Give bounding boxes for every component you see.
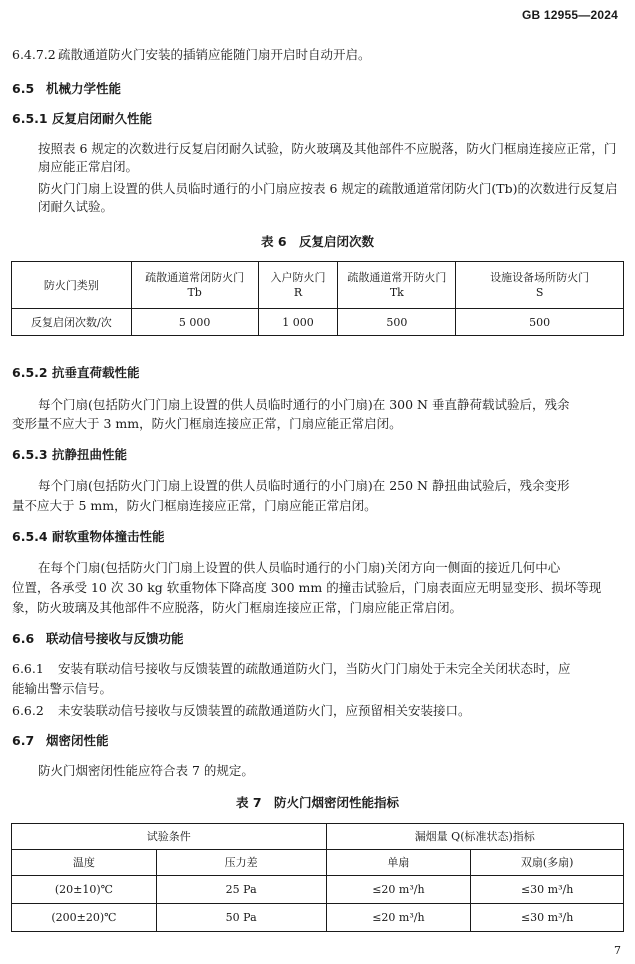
table-6-header-row	[12, 262, 624, 309]
paragraph-6-5-1-a: 按照表 6 规定的次数进行反复启闭耐久试验，防火玻璃及其他部件不应脱落，防火门框扇连接应正常，门扇应能正常启闭。	[38, 141, 617, 174]
header-cell: 单扇	[326, 850, 471, 876]
table-row	[12, 876, 624, 904]
paragraph-line: 变形量不应大于 3 mm，防火门框扇连接应正常，门扇应能正常启闭。	[12, 416, 402, 431]
heading-6-5-3	[12, 446, 623, 464]
paragraph-line: 象，防火玻璃及其他部件不应脱落，防火门框扇连接应正常，门扇应能正常启闭。	[12, 600, 463, 615]
heading-title: 机械力学性能	[46, 81, 122, 96]
table-7-header-row	[12, 850, 624, 876]
heading-6-7	[12, 732, 623, 750]
clause-6-4-7-2	[12, 46, 623, 64]
header-code: Tb	[187, 286, 202, 299]
header-cell: 温度	[12, 850, 157, 876]
paragraph-line: 防火门烟密闭性能应符合表 7 的规定。	[38, 763, 254, 778]
clause-6-6-1	[12, 660, 623, 678]
clause-number: 6.6.2	[12, 703, 44, 718]
header-code: Tk	[389, 286, 404, 299]
table-6-data-row	[12, 309, 624, 336]
clause-6-6-2	[12, 702, 623, 720]
heading-6-5-4	[12, 528, 623, 546]
table-cell: 1 000	[258, 309, 338, 336]
table-cell: ≤20 m³/h	[326, 904, 471, 932]
heading-number: 6.5.2	[12, 365, 48, 380]
page-number: 7	[614, 944, 621, 957]
clause-number: 6.4.7.2	[12, 47, 56, 62]
header-cell	[131, 262, 258, 309]
heading-6-5	[12, 80, 623, 98]
table-cell: 500	[456, 309, 624, 336]
heading-number: 6.5	[12, 81, 35, 96]
table-7-group-row	[12, 824, 624, 850]
table-cell: 500	[338, 309, 456, 336]
header-cell: 压力差	[156, 850, 326, 876]
clause-number: 6.6.1	[12, 661, 44, 676]
group-header: 漏烟量 Q(标准状态)指标	[326, 824, 624, 850]
header-cell	[258, 262, 338, 309]
heading-title: 反复启闭耐久性能	[52, 111, 153, 126]
clause-text: 疏散通道防火门安装的插销应能随门扇开启时自动开启。	[58, 47, 371, 62]
paragraph-line: 每个门扇(包括防火门门扇上设置的供人员临时通行的小门扇)在 250 N 静扭曲试验后，残余变形	[38, 478, 570, 493]
heading-number: 6.5.4	[12, 529, 48, 544]
heading-6-5-1	[12, 110, 623, 128]
table-cell: 25 Pa	[156, 876, 326, 904]
standard-code-header: GB 12955—2024	[522, 8, 618, 22]
table-cell: 5 000	[131, 309, 258, 336]
table-6	[11, 261, 624, 336]
header-code: R	[293, 286, 303, 299]
header-cell: 防火门类别	[12, 262, 132, 309]
heading-title: 联动信号接收与反馈功能	[46, 631, 184, 646]
header-cell	[338, 262, 456, 309]
table-cell: ≤30 m³/h	[471, 876, 624, 904]
heading-title: 抗垂直荷载性能	[52, 365, 140, 380]
header-text: 入户防火门	[270, 271, 326, 284]
table-cell: ≤20 m³/h	[326, 876, 471, 904]
table-cell: (200±20)℃	[12, 904, 157, 932]
paragraph-line: 能输出警示信号。	[12, 681, 113, 696]
heading-number: 6.5.1	[12, 111, 48, 126]
header-cell: 双扇(多扇)	[471, 850, 624, 876]
paragraph-line: 位置，各承受 10 次 30 kg 软重物体下降高度 300 mm 的撞击试验后，门扇表面应无明显变形、损坏等现	[12, 580, 602, 595]
table-7	[11, 823, 624, 932]
header-text: 疏散通道常开防火门	[347, 271, 447, 284]
table-cell: (20±10)℃	[12, 876, 157, 904]
clause-text: 安装有联动信号接收与反馈装置的疏散通道防火门，当防火门门扇处于未完全关闭状态时，应	[58, 661, 571, 676]
header-text: 设施设备场所防火门	[490, 271, 590, 284]
paragraph-6-5-1-b: 防火门门扇上设置的供人员临时通行的小门扇应按表 6 规定的疏散通道常闭防火门(Tb)的次数进行反复启闭耐久试验。	[38, 181, 618, 214]
header-code: S	[535, 286, 544, 299]
header-text: 疏散通道常闭防火门	[145, 271, 245, 284]
group-header: 试验条件	[12, 824, 327, 850]
table-6-caption: 表 6 反复启闭次数	[260, 234, 375, 249]
heading-6-6	[12, 630, 623, 648]
table-cell: ≤30 m³/h	[471, 904, 624, 932]
heading-title: 耐软重物体撞击性能	[52, 529, 165, 544]
heading-number: 6.7	[12, 733, 35, 748]
paragraph-line: 每个门扇(包括防火门门扇上设置的供人员临时通行的小门扇)在 300 N 垂直静荷载试验后，残余	[38, 397, 570, 412]
paragraph-line: 量不应大于 5 mm，防火门框扇连接应正常，门扇应能正常启闭。	[12, 498, 377, 513]
heading-title: 抗静扭曲性能	[52, 447, 128, 462]
paragraph-line: 在每个门扇(包括防火门门扇上设置的供人员临时通行的小门扇)关闭方向一侧面的接近几何中心	[38, 560, 561, 575]
heading-6-5-2	[12, 364, 623, 382]
table-7-caption: 表 7 防火门烟密闭性能指标	[235, 795, 400, 810]
header-cell	[456, 262, 624, 309]
row-label: 反复启闭次数/次	[12, 309, 132, 336]
clause-text: 未安装联动信号接收与反馈装置的疏散通道防火门，应预留相关安装接口。	[58, 703, 471, 718]
table-row	[12, 904, 624, 932]
heading-number: 6.6	[12, 631, 35, 646]
table-cell: 50 Pa	[156, 904, 326, 932]
heading-title: 烟密闭性能	[46, 733, 109, 748]
heading-number: 6.5.3	[12, 447, 48, 462]
